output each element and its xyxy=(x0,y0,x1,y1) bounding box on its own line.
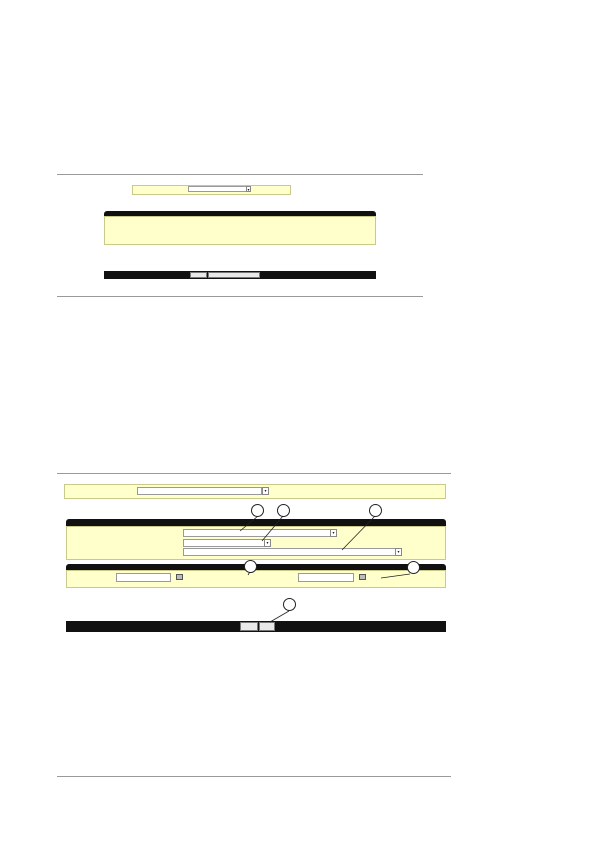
illus24-view-select[interactable] xyxy=(188,186,250,192)
illus24-info-panel xyxy=(104,216,376,245)
illus25-screenshot xyxy=(62,480,450,636)
chevron-down-icon[interactable]: ▾ xyxy=(247,187,250,192)
chevron-down-icon[interactable]: ▾ xyxy=(395,548,402,556)
illus24-top-rule xyxy=(57,174,423,175)
chevron-down-icon[interactable]: ▾ xyxy=(262,487,269,495)
create-assignment-button[interactable] xyxy=(208,272,260,278)
callout-15 xyxy=(277,504,290,517)
callout-6 xyxy=(251,504,264,517)
illus24-bottom-rule xyxy=(57,296,423,297)
illus24-screenshot xyxy=(100,181,379,282)
callout-8 xyxy=(283,598,296,611)
chevron-down-icon[interactable]: ▾ xyxy=(264,539,271,547)
illus25-top-rule xyxy=(57,473,451,474)
illus25-bottom-rule xyxy=(57,776,451,777)
callout-17 xyxy=(244,560,257,573)
chevron-down-icon[interactable]: ▾ xyxy=(330,529,337,537)
callout-19 xyxy=(369,504,382,517)
callout-18 xyxy=(407,561,420,574)
cancel-button[interactable] xyxy=(190,272,207,278)
